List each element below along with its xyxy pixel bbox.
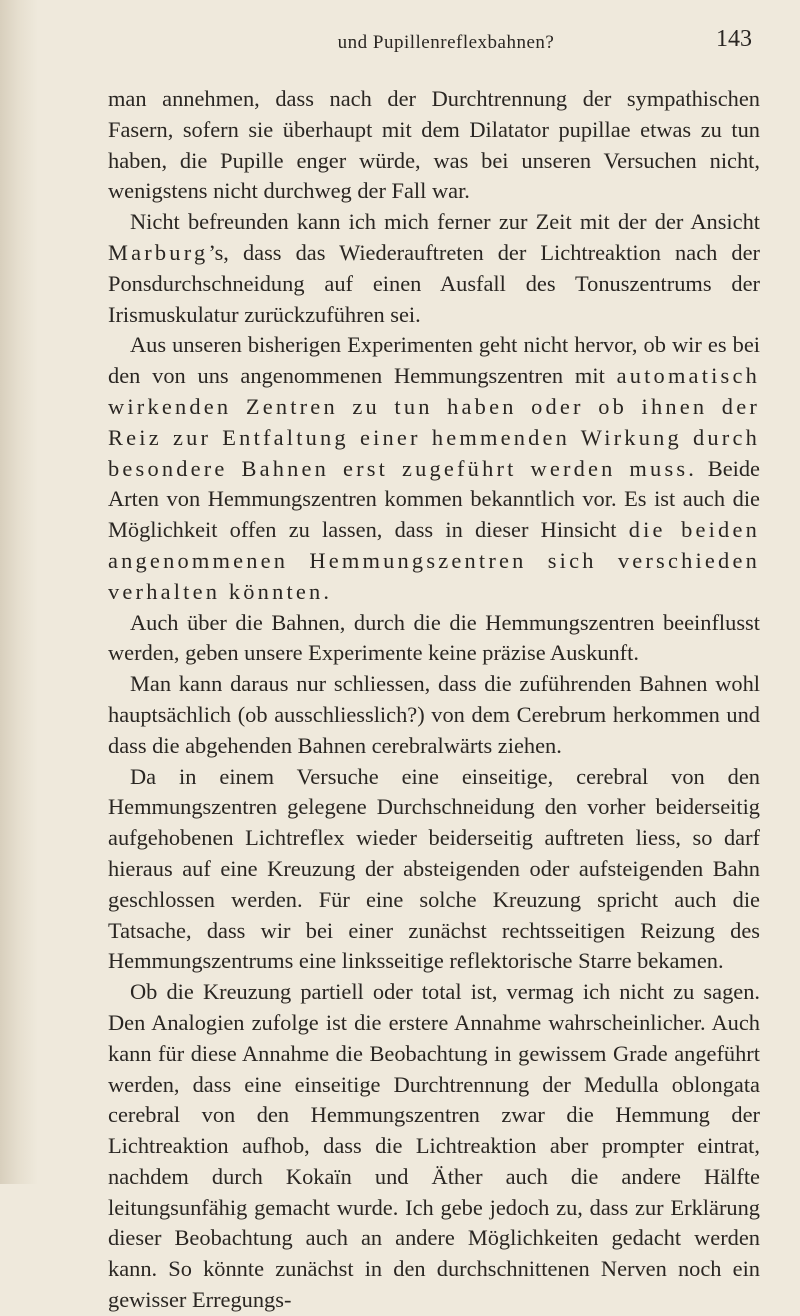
paragraph: [108, 669, 760, 761]
text-run: Auch über die Bahnen, durch die die Hemmungszentren beeinflusst werden, geben unsere Experimente keine präzise Auskunft.: [108, 609, 760, 666]
author-name-spaced: Marburg: [108, 239, 209, 265]
text-run: Nicht befreunden kann ich mich ferner zur Zeit mit der der Ansicht: [130, 209, 760, 235]
text-run: Ob die Kreuzung partiell oder total ist, vermag ich nicht zu sagen. Den Analogien zufolge ist die erstere Annahme wahrscheinlicher. Auch kann für diese Annahme die Beobachtung in gewissem Grade angeführt werden, dass eine einseitige Durchtrennung der Medulla oblongata cerebral von den Hemmungszentren zwar die Hemmung der Lichtreaktion aufhob, dass die Lichtreaktion aber prompter eintrat, nachdem durch Kokaïn und Äther auch die andere Hälfte leitungsunfähig gemacht wurde. Ich gebe jedoch zu, dass zur Erklärung dieser Beobachtung auch an andere Möglichkeiten gedacht werden kann. So könnte zunächst in den durchschnittenen Nerven noch ein gewisser Erregungs-: [108, 979, 760, 1313]
paragraph: [108, 608, 760, 670]
page-edge-shadow: [0, 0, 38, 1184]
running-title: und Pupillenreflexbahnen?: [337, 32, 555, 53]
paragraph: [108, 762, 760, 978]
text-run: ’s, dass das Wiederauftreten der Lichtreaktion nach der Ponsdurchschneidung auf einen Ausfall des Tonuszentrums der Irismuskulatur zurückzuführen sei.: [108, 239, 760, 327]
page-header: [140, 18, 752, 58]
paragraph: [108, 207, 760, 330]
paragraph: [108, 330, 760, 607]
text-run: Man kann daraus nur schliessen, dass die zuführenden Bahnen wohl hauptsächlich (ob ausschliesslich?) von dem Cerebrum herkommen und dass die abgehenden Bahnen cerebralwärts ziehen.: [108, 671, 760, 758]
text-run: man annehmen, dass nach der Durchtrennung der sympathischen Fasern, sofern sie überhaupt mit dem Dilatator pupillae etwas zu tun haben, die Pupille enger würde, was bei unseren Versuchen nicht, wenigstens nicht durchweg der Fall war.: [108, 86, 760, 204]
emphasis-spaced: automatisch wirkenden Zentren zu tun haben oder ob ihnen der Reiz zur Entfaltung einer hemmenden Wirkung durch besondere Bahnen erst zugeführt werden muss.: [108, 363, 760, 481]
text-run: Aus unseren bisherigen Experimenten geht nicht hervor, ob wir es bei den von uns angenommenen Hemmungszentren mit: [108, 332, 760, 389]
text-run: Da in einem Versuche eine einseitige, cerebral von den Hemmungszentren gelegene Durchschneidung den vorher beiderseitig aufgehobenen Lichtreflex wieder beiderseitig auftreten liess, so darf hieraus auf eine Kreuzung der absteigenden oder aufsteigenden Bahn geschlossen werden. Für eine solche Kreuzung spricht auch die Tatsache, dass wir bei einer zunächst rechtsseitigen Reizung des Hemmungszentrums eine linksseitige reflektorische Starre bekamen.: [108, 763, 760, 974]
emphasis-spaced: die beiden angenommenen Hemmungszentren sich verschieden verhalten könnten.: [108, 517, 760, 604]
page-number: 143: [716, 26, 752, 52]
paragraph: [108, 977, 760, 1316]
paragraph: [108, 84, 760, 207]
body-text: [108, 84, 760, 1316]
text-run: Beide Arten von Hemmungszentren kommen bekanntlich vor. Es ist auch die Möglichkeit offen zu lassen, dass in dieser Hinsicht: [108, 455, 760, 543]
